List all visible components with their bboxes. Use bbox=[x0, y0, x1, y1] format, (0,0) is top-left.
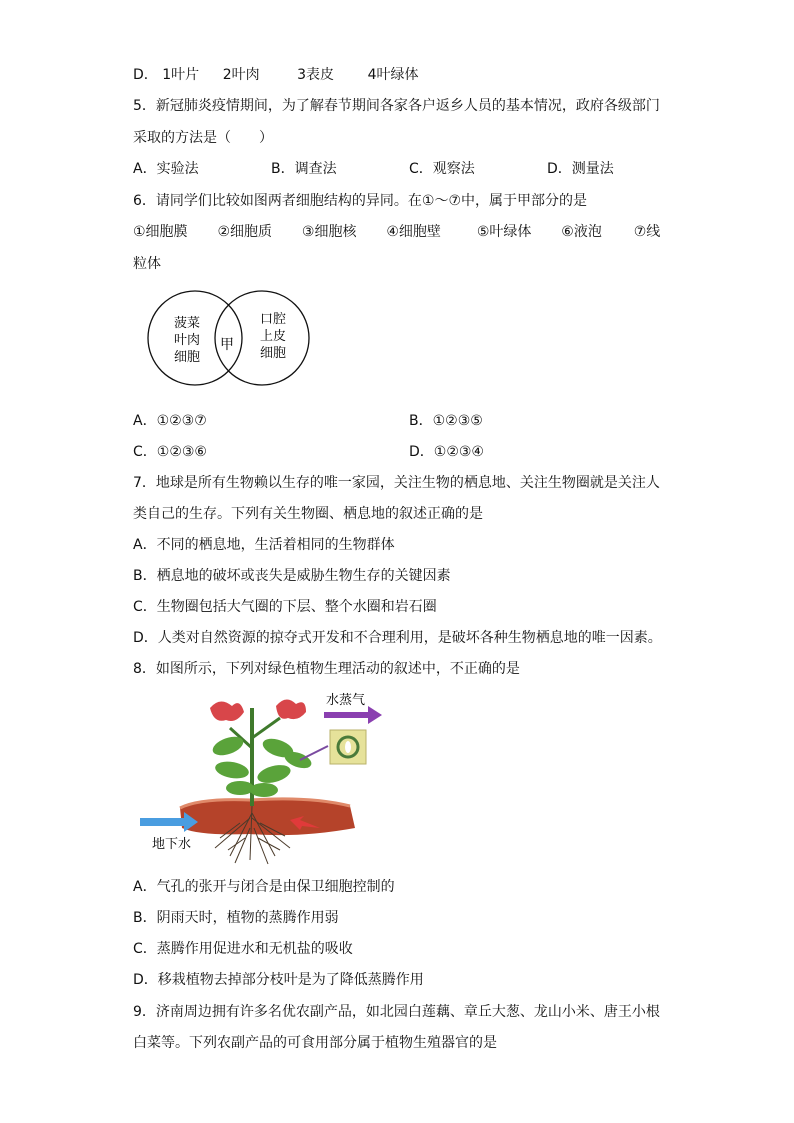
venn-left-line2: 叶肉 bbox=[174, 333, 201, 348]
q6-option-c: C．①②③⑥ bbox=[133, 444, 207, 460]
q6-option-d: D．①②③④ bbox=[409, 444, 484, 460]
q9-stem-line2: 白菜等。下列农副产品的可食用部分属于植物生殖器官的是 bbox=[133, 1035, 497, 1051]
q7-stem-line1: 7．地球是所有生物赖以生存的唯一家园，关注生物的栖息地、关注生物圈就是关注人 bbox=[133, 475, 660, 491]
q4-option-d bbox=[133, 66, 419, 84]
q7-option-c: C．生物圈包括大气圈的下层、整个水圈和岩石圈 bbox=[133, 599, 437, 615]
q6-item-2: ②细胞质 bbox=[217, 224, 273, 240]
q4-item-4: 4叶绿体 bbox=[367, 67, 419, 83]
q7-stem-line2: 类自己的生存。下列有关生物圈、栖息地的叙述正确的是 bbox=[133, 506, 483, 522]
q7-option-a: A．不同的栖息地，生活着相同的生物群体 bbox=[133, 537, 395, 553]
q6-stem-line1: 6．请同学们比较如图两者细胞结构的异同。在①～⑦中，属于甲部分的是 bbox=[133, 193, 588, 209]
q6-option-b: B．①②③⑤ bbox=[409, 413, 483, 429]
q6-stem-line3: 粒体 bbox=[133, 256, 161, 272]
plant-leaves bbox=[210, 733, 313, 797]
venn-right-line3: 细胞 bbox=[260, 346, 287, 361]
q6-option-a: A．①②③⑦ bbox=[133, 413, 207, 429]
vapor-label: 水蒸气 bbox=[326, 693, 366, 708]
q5-option-b: B．调查法 bbox=[271, 161, 337, 177]
q5-option-c: C．观察法 bbox=[409, 161, 475, 177]
plant-transpiration-figure bbox=[140, 688, 390, 866]
q5-option-d: D．测量法 bbox=[547, 161, 614, 177]
venn-left-line1: 菠菜 bbox=[174, 316, 201, 331]
q6-item-3: ③细胞核 bbox=[301, 224, 357, 240]
venn-right-line2: 上皮 bbox=[260, 329, 287, 344]
q4-item-1: 1叶片 bbox=[162, 67, 200, 83]
q5-option-a: A．实验法 bbox=[133, 161, 199, 177]
q6-item-4: ④细胞壁 bbox=[386, 224, 441, 240]
q4-option-d-label: D． bbox=[133, 67, 158, 83]
q8-stem: 8．如图所示，下列对绿色植物生理活动的叙述中，不正确的是 bbox=[133, 661, 520, 677]
q6-item-list bbox=[133, 223, 660, 241]
q9-stem-line1: 9．济南周边拥有许多名优农副产品，如北园白莲藕、章丘大葱、龙山小米、唐王小根 bbox=[133, 1004, 660, 1020]
q4-item-3: 3表皮 bbox=[297, 67, 335, 83]
q6-item-6: ⑥液泡 bbox=[561, 224, 602, 240]
venn-center-label: 甲 bbox=[220, 337, 234, 353]
q7-option-b: B．栖息地的破坏或丧失是威胁生物生存的关键因素 bbox=[133, 568, 451, 584]
q8-option-a: A．气孔的张开与闭合是由保卫细胞控制的 bbox=[133, 879, 395, 895]
q6-item-7: ⑦线 bbox=[633, 224, 661, 240]
q5-stem-line2: 采取的方法是（ ） bbox=[133, 130, 273, 146]
q8-option-b: B．阴雨天时，植物的蒸腾作用弱 bbox=[133, 910, 339, 926]
q8-option-d: D．移栽植物去掉部分枝叶是为了降低蒸腾作用 bbox=[133, 972, 424, 988]
q6-item-1: ①细胞膜 bbox=[133, 224, 188, 240]
venn-left-line3: 细胞 bbox=[174, 350, 201, 365]
groundwater-label: 地下水 bbox=[152, 837, 192, 852]
vapor-arrow-icon bbox=[324, 706, 382, 724]
venn-right-line1: 口腔 bbox=[260, 312, 287, 327]
q8-option-c: C．蒸腾作用促进水和无机盐的吸收 bbox=[133, 941, 353, 957]
venn-diagram bbox=[140, 290, 320, 400]
q5-stem-line1: 5．新冠肺炎疫情期间，为了解春节期间各家各户返乡人员的基本情况，政府各级部门 bbox=[133, 98, 660, 114]
q7-option-d: D．人类对自然资源的掠夺式开发和不合理利用，是破坏各种生物栖息地的唯一因素。 bbox=[133, 630, 662, 646]
plant-flowers bbox=[210, 699, 306, 721]
q4-item-2: 2叶肉 bbox=[222, 67, 260, 83]
q6-item-5: ⑤叶绿体 bbox=[476, 224, 532, 240]
